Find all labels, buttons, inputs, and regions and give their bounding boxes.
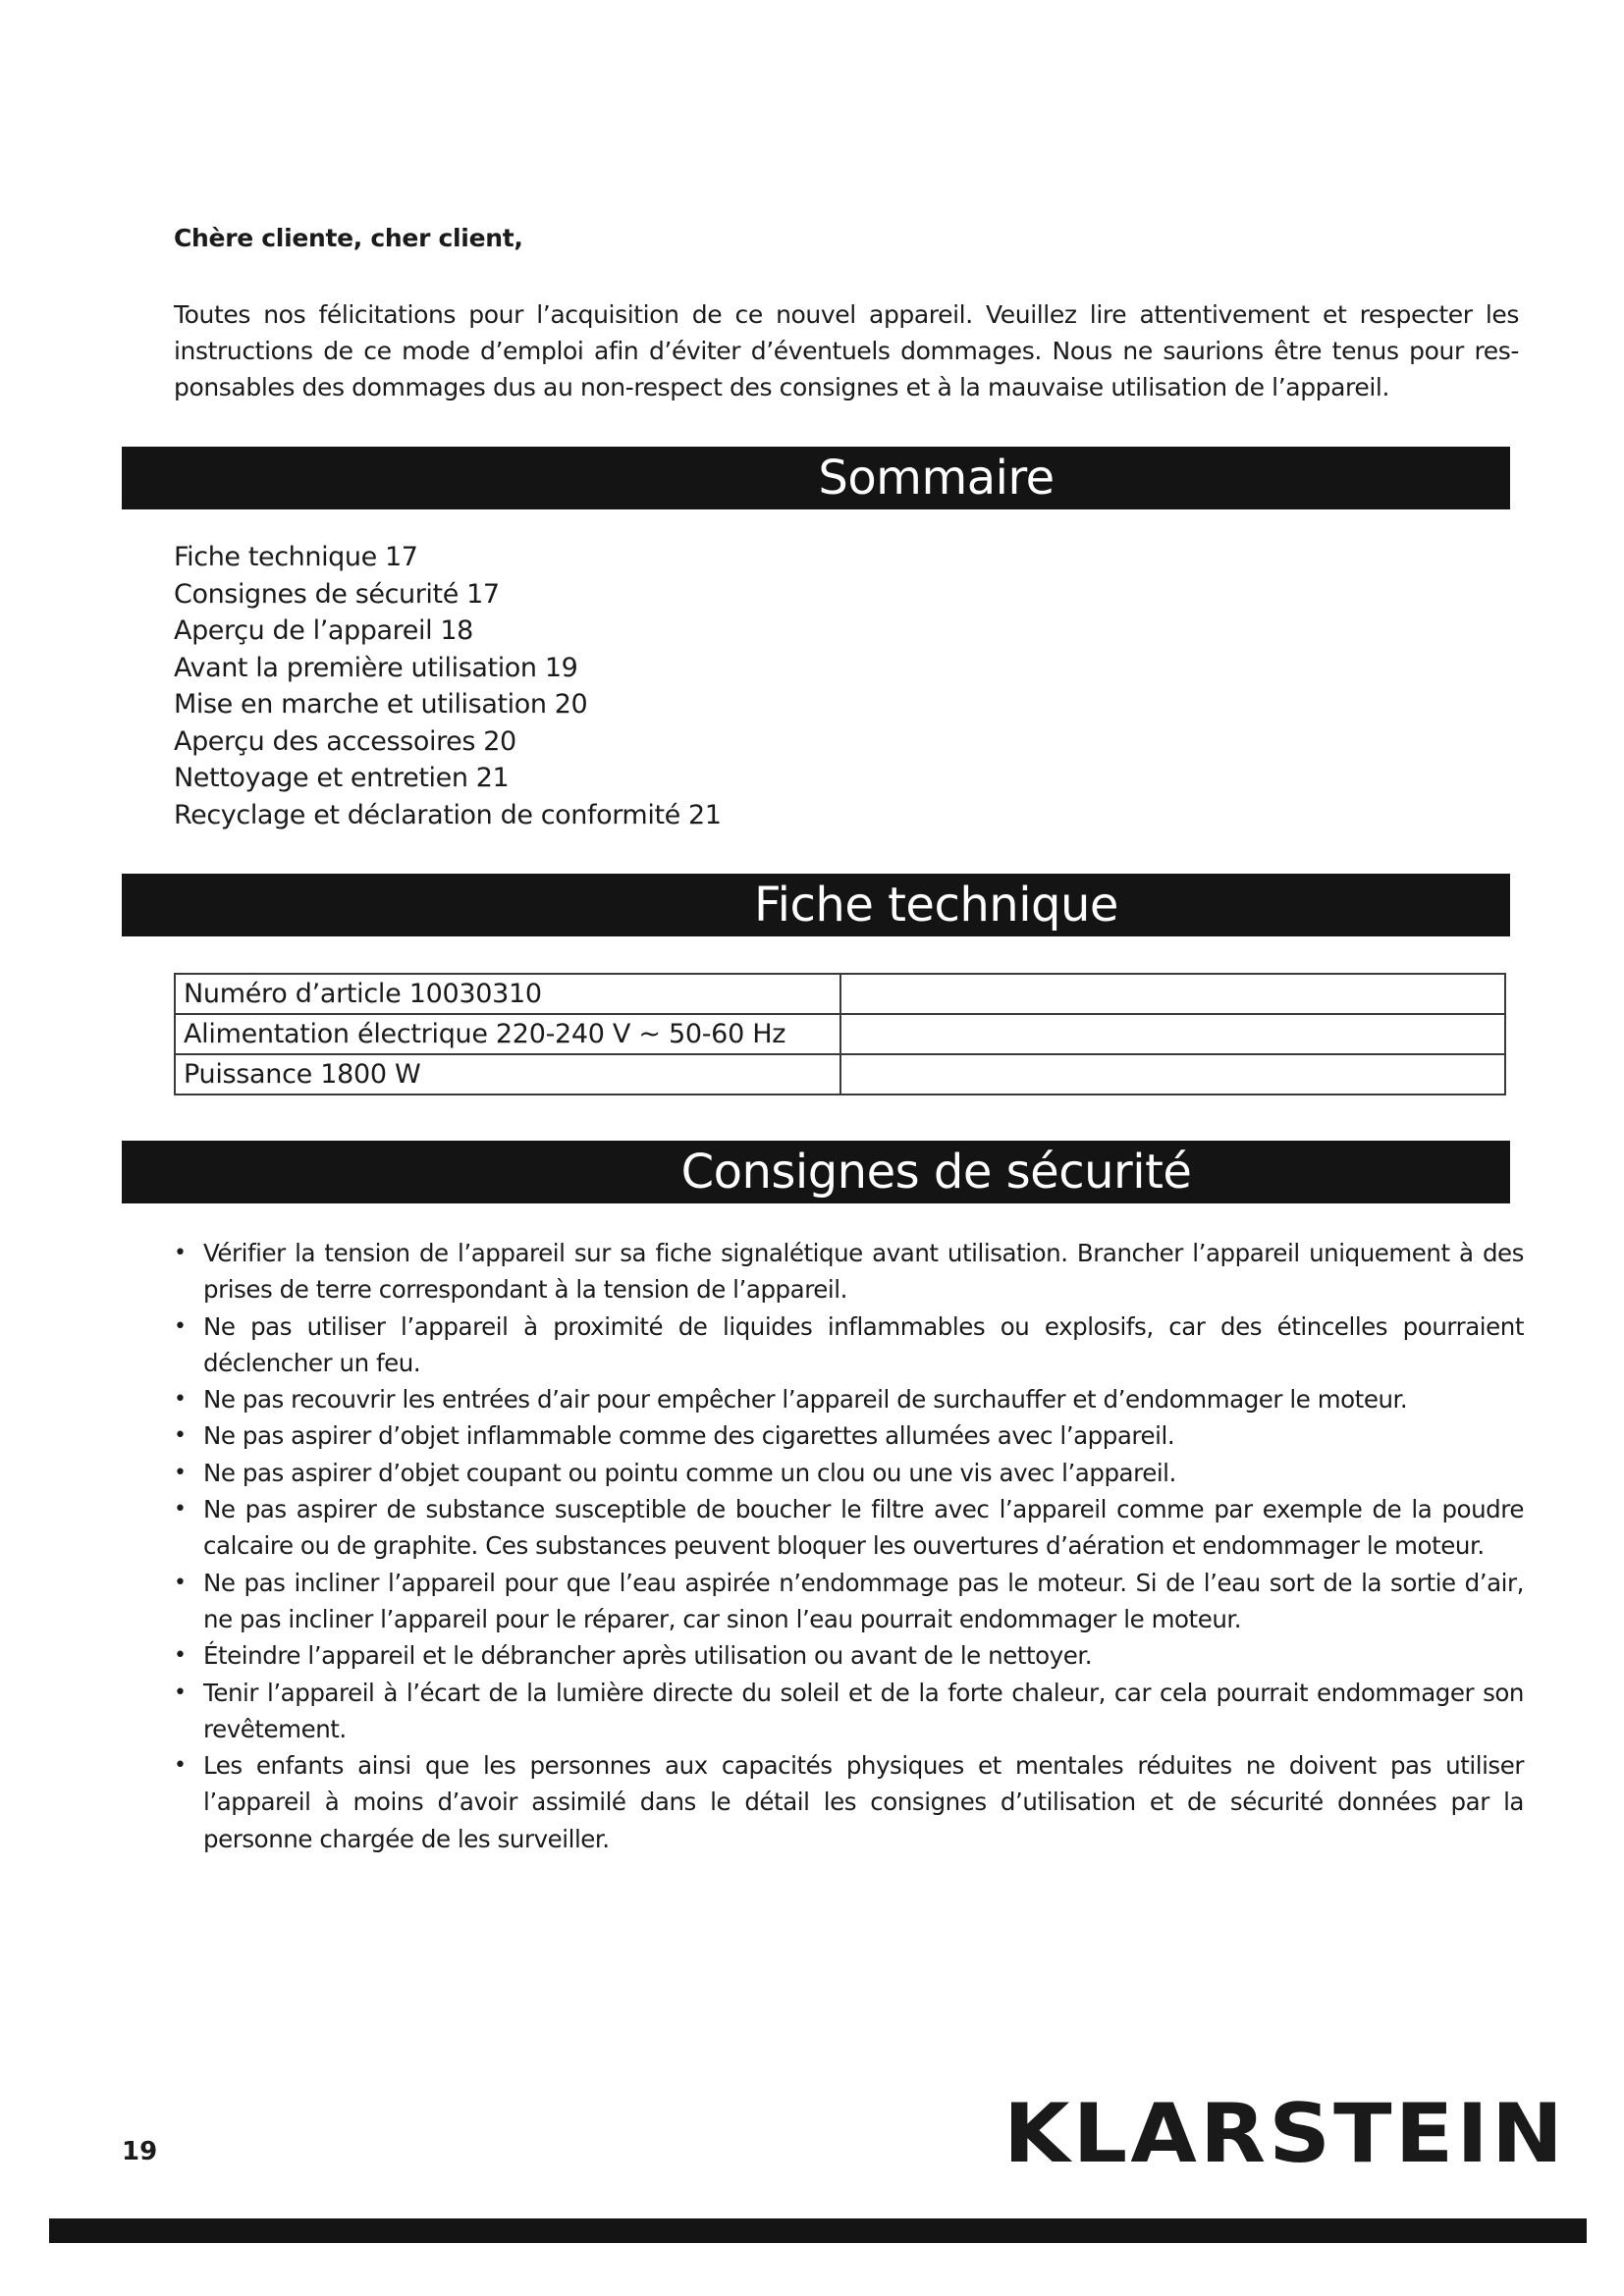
section-heading-consignes: Consignes de sécurité [122,1141,1510,1203]
intro-line: ponsables des dommages dus au non-respect des consignes et à la mauvaise utilisation de l’appareil. [174,373,1390,401]
list-item: • Les enfants ainsi que les personnes aux capacités physiques et mentales réduites ne doivent pas utiliser l’appareil à moins d’avoir assimilé dans le détail les consignes d’utilisation et de sécurité données par la personne chargée de les surveiller. [174,1747,1524,1857]
table-row [175,1014,1505,1054]
list-item: • Ne pas utiliser l’appareil à proximité de liquides inflammables ou explosifs, car des étincelles pourraient déclencher un feu. [174,1308,1524,1382]
list-item: • Ne pas aspirer de substance susceptible de boucher le filtre avec l’appareil comme par exemple de la poudre calcaire ou de graphite. Ces substances peuvent bloquer les ouvertures d’aération et endommager le moteur. [174,1491,1524,1565]
spec-cell [840,974,1506,1014]
safety-list [174,1235,1524,1857]
toc-item: Aperçu de l’appareil 18 [174,615,473,646]
list-item: • Tenir l’appareil à l’écart de la lumière directe du soleil et de la forte chaleur, car cela pourrait endommager son revêtement. [174,1675,1524,1748]
greeting: Chère cliente, cher client, [174,224,523,252]
list-item: • Éteindre l’appareil et le débrancher après utilisation ou avant de le nettoyer. [174,1637,1524,1674]
list-item: • Ne pas aspirer d’objet inflammable comme des cigarettes allumées avec l’appareil. [174,1417,1524,1454]
toc-item: Avant la première utilisation 19 [174,652,578,683]
toc-item: Nettoyage et entretien 21 [174,763,510,793]
list-item: • Vérifier la tension de l’appareil sur sa fiche signalétique avant utilisation. Brancher l’appareil uniquement à des prises de terre correspondant à la tension de l’appareil. [174,1235,1524,1308]
spec-cell [840,1014,1506,1054]
toc-item: Recyclage et déclaration de conformité 21 [174,799,722,830]
list-item: • Ne pas aspirer d’objet coupant ou pointu comme un clou ou une vis avec l’appareil. [174,1455,1524,1491]
intro-paragraph [174,296,1519,405]
spec-cell [840,1054,1506,1095]
spec-cell: Alimentation électrique 220-240 V ~ 50-60 Hz [175,1014,840,1054]
toc-item: Consignes de sécurité 17 [174,578,500,610]
spec-table [174,973,1506,1095]
toc-item: Mise en marche et utilisation 20 [174,689,588,720]
page-number: 19 [122,2137,158,2166]
section-heading-sommaire: Sommaire [122,447,1510,509]
toc-item: Fiche technique 17 [174,542,418,572]
table-row [175,974,1505,1014]
spec-cell: Numéro d’article 10030310 [175,974,840,1014]
list-item: • Ne pas recouvrir les entrées d’air pour empêcher l’appareil de surchauffer et d’endommager le moteur. [174,1381,1524,1417]
list-item: • Ne pas incliner l’appareil pour que l’eau aspirée n’endommage pas le moteur. Si de l’eau sort de la sortie d’air, ne pas incliner l’appareil pour le réparer, car sinon l’eau pourrait endommager le moteur. [174,1565,1524,1638]
intro-line: instructions de ce mode d’emploi afin d’éviter d’éventuels dommages. Nous ne saurions être tenus pour res- [174,337,1519,365]
section-heading-fiche-technique: Fiche technique [122,874,1510,936]
intro-line: Toutes nos félicitations pour l’acquisition de ce nouvel appareil. Veuillez lire attentivement et respecter les [174,300,1519,329]
table-row [175,1054,1505,1095]
brand-logo: KLARSTEIN [1003,2086,1567,2181]
spec-cell: Puissance 1800 W [175,1054,840,1095]
table-of-contents [174,539,722,833]
toc-item: Aperçu des accessoires 20 [174,725,516,757]
footer-divider [49,2218,1587,2243]
